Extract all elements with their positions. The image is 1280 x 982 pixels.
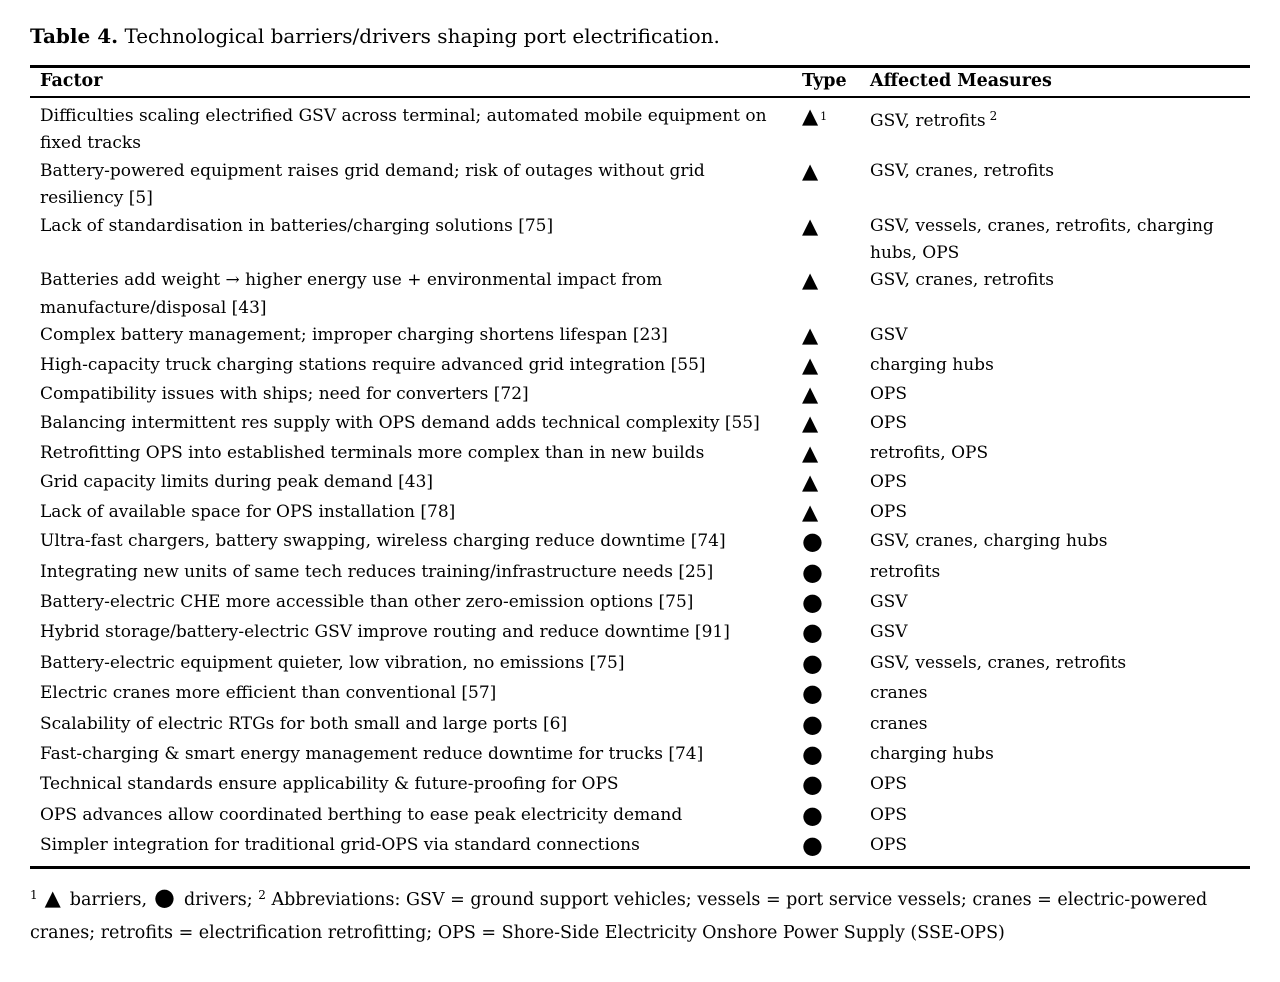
driver-circle-icon: ● [802, 679, 823, 708]
measures-text: GSV, vessels, cranes, retrofits [870, 652, 1127, 673]
measures-text: cranes [870, 683, 928, 704]
type-cell [800, 741, 865, 771]
factor-text: Lack of available space for OPS installation [78] [40, 501, 456, 522]
factor-text: OPS advances allow coordinated berthing to ease peak electricity demand [40, 804, 683, 825]
table-row [30, 440, 1250, 469]
factor-cell [30, 352, 800, 381]
factor-cell [30, 410, 800, 439]
driver-circle-icon: ● [802, 831, 823, 860]
type-cell [800, 832, 865, 867]
measures-text: OPS [870, 472, 908, 493]
factor-cell [30, 213, 800, 268]
factor-cell [30, 589, 800, 619]
factor-text: Battery-powered equipment raises grid demand; risk of outages without grid resiliency [5] [40, 160, 705, 209]
type-footnote-marker: 1 [820, 110, 828, 123]
factor-text: Ultra-fast chargers, battery swapping, wireless charging reduce downtime [74] [40, 531, 726, 552]
factor-text: Battery-electric equipment quieter, low vibration, no emissions [75] [40, 652, 625, 673]
barrier-triangle-icon: ▲ [802, 213, 819, 238]
footnote-drivers-label: drivers; [183, 889, 253, 910]
factor-text: Simpler integration for traditional grid-OPS via standard connections [40, 835, 640, 856]
type-cell [800, 499, 865, 528]
factor-cell [30, 619, 800, 649]
factor-text: High-capacity truck charging stations require advanced grid integration [55] [40, 354, 706, 375]
type-cell [800, 711, 865, 741]
table-row [30, 410, 1250, 439]
measures-text: GSV, cranes, charging hubs [870, 531, 1108, 552]
table-row [30, 322, 1250, 351]
measures-cell [865, 802, 1250, 832]
factor-text: Compatibility issues with ships; need for converters [72] [40, 384, 529, 405]
barrier-triangle-icon: ▲ [802, 411, 819, 436]
factor-cell [30, 469, 800, 498]
factor-cell [30, 771, 800, 801]
measures-cell [865, 469, 1250, 498]
driver-circle-icon: ● [802, 618, 823, 647]
table-row [30, 158, 1250, 213]
measures-cell [865, 559, 1250, 589]
measures-cell [865, 528, 1250, 558]
type-cell [800, 322, 865, 351]
footnote-abbreviations: Abbreviations: GSV = ground support vehicles; vessels = port service vessels; cranes = electric-powered cranes; retrofits = electrification retrofitting; OPS = Shore-Side Electricity Onshore Power Supply (SSE-OPS) [30, 889, 1208, 943]
measures-text: OPS [870, 384, 908, 405]
type-cell [800, 97, 865, 158]
measures-cell [865, 97, 1250, 158]
factor-cell [30, 381, 800, 410]
factor-text: Scalability of electric RTGs for both small and large ports [6] [40, 713, 568, 734]
table-body [30, 97, 1250, 867]
type-cell [800, 559, 865, 589]
table-header-row [30, 67, 1250, 98]
type-cell [800, 619, 865, 649]
barrier-triangle-icon: ▲ [44, 885, 61, 910]
type-cell [800, 650, 865, 680]
column-header-type: Type [800, 67, 865, 98]
barrier-triangle-icon: ▲ [802, 323, 819, 348]
table-row [30, 528, 1250, 558]
measures-cell [865, 832, 1250, 867]
factor-cell [30, 559, 800, 589]
measures-cell [865, 619, 1250, 649]
driver-circle-icon: ● [802, 800, 823, 829]
footnote-marker-2: 2 [258, 887, 266, 902]
barrier-triangle-icon: ▲ [802, 268, 819, 293]
measures-text: OPS [870, 835, 908, 856]
factor-text: Fast-charging & smart energy management reduce downtime for trucks [74] [40, 743, 704, 764]
measures-cell [865, 680, 1250, 710]
table-footnote [30, 879, 1250, 950]
factor-text: Hybrid storage/battery-electric GSV improve routing and reduce downtime [91] [40, 622, 730, 643]
factor-cell [30, 528, 800, 558]
barriers-drivers-table [30, 65, 1250, 869]
factor-text: Batteries add weight → higher energy use + environmental impact from manufacture/disposal [43] [40, 270, 663, 318]
column-header-measures: Affected Measures [865, 67, 1250, 98]
factor-text: Integrating new units of same tech reduces training/infrastructure needs [25] [40, 561, 714, 582]
factor-cell [30, 499, 800, 528]
factor-cell [30, 741, 800, 771]
table-row [30, 650, 1250, 680]
factor-text: Technical standards ensure applicability & future-proofing for OPS [40, 774, 619, 795]
table-row [30, 381, 1250, 410]
factor-cell [30, 832, 800, 867]
measures-cell [865, 381, 1250, 410]
table-row [30, 213, 1250, 268]
type-cell [800, 528, 865, 558]
measures-cell [865, 267, 1250, 322]
measures-cell [865, 352, 1250, 381]
table-row [30, 741, 1250, 771]
driver-circle-icon: ● [802, 587, 823, 616]
measures-text: OPS [870, 501, 908, 522]
driver-circle-icon: ● [802, 739, 823, 768]
measures-cell [865, 158, 1250, 213]
type-cell [800, 352, 865, 381]
factor-cell [30, 97, 800, 158]
barrier-triangle-icon: ▲ [802, 104, 819, 128]
measures-text: GSV [870, 591, 908, 612]
measures-cell [865, 322, 1250, 351]
measures-cell [865, 499, 1250, 528]
measures-text: OPS [870, 774, 908, 795]
measures-cell [865, 440, 1250, 469]
measures-text: OPS [870, 804, 908, 825]
driver-circle-icon: ● [802, 770, 823, 799]
measures-cell [865, 650, 1250, 680]
barrier-triangle-icon: ▲ [802, 470, 819, 495]
table-caption [30, 22, 1250, 50]
barrier-triangle-icon: ▲ [802, 440, 819, 465]
measures-cell [865, 410, 1250, 439]
table-row [30, 680, 1250, 710]
table-row [30, 469, 1250, 498]
type-cell [800, 213, 865, 268]
table-row [30, 832, 1250, 867]
measures-text: charging hubs [870, 354, 994, 375]
factor-text: Battery-electric CHE more accessible than other zero-emission options [75] [40, 591, 694, 612]
measures-cell [865, 771, 1250, 801]
measures-cell [865, 711, 1250, 741]
measures-text: GSV, cranes, retrofits [870, 160, 1054, 181]
measures-text: OPS [870, 413, 908, 434]
measures-text: GSV [870, 622, 908, 643]
type-cell [800, 802, 865, 832]
barrier-triangle-icon: ▲ [802, 158, 819, 183]
barrier-triangle-icon: ▲ [802, 352, 819, 377]
table-row [30, 559, 1250, 589]
type-cell [800, 469, 865, 498]
measures-text: GSV, vessels, cranes, retrofits, charging hubs, OPS [870, 215, 1214, 264]
factor-text: Complex battery management; improper charging shortens lifespan [23] [40, 325, 668, 346]
type-cell [800, 440, 865, 469]
driver-circle-icon: ● [802, 648, 823, 677]
factor-cell [30, 802, 800, 832]
measures-text: GSV, retrofits [870, 111, 986, 131]
table-row [30, 97, 1250, 158]
factor-cell [30, 711, 800, 741]
footnote-marker-1: 1 [30, 887, 38, 902]
table-number-label: Table 4. [30, 24, 119, 48]
measures-cell [865, 213, 1250, 268]
factor-text: Lack of standardisation in batteries/charging solutions [75] [40, 215, 554, 236]
type-cell [800, 680, 865, 710]
table-row [30, 267, 1250, 322]
measures-text: charging hubs [870, 743, 994, 764]
table-row [30, 619, 1250, 649]
measures-cell [865, 589, 1250, 619]
factor-cell [30, 680, 800, 710]
table-row [30, 499, 1250, 528]
barrier-triangle-icon: ▲ [802, 382, 819, 407]
type-cell [800, 267, 865, 322]
factor-cell [30, 158, 800, 213]
table-row [30, 771, 1250, 801]
factor-text: Retrofitting OPS into established terminals more complex than in new builds [40, 442, 705, 463]
measures-text: cranes [870, 713, 928, 734]
column-header-factor: Factor [30, 67, 800, 98]
barrier-triangle-icon: ▲ [802, 499, 819, 524]
footnote-barriers-label: barriers, [69, 889, 148, 910]
table-row [30, 711, 1250, 741]
type-cell [800, 589, 865, 619]
factor-cell [30, 650, 800, 680]
driver-circle-icon: ● [802, 527, 823, 556]
driver-circle-icon: ● [154, 882, 175, 911]
factor-text: Electric cranes more efficient than conventional [57] [40, 683, 497, 704]
factor-text: Balancing intermittent res supply with OPS demand adds technical complexity [55] [40, 413, 760, 434]
type-cell [800, 381, 865, 410]
measures-text: retrofits [870, 561, 941, 582]
driver-circle-icon: ● [802, 709, 823, 738]
table-row [30, 589, 1250, 619]
measures-text: retrofits, OPS [870, 442, 989, 463]
type-cell [800, 410, 865, 439]
type-cell [800, 771, 865, 801]
measures-cell [865, 741, 1250, 771]
measures-text: GSV, cranes, retrofits [870, 270, 1054, 291]
table-caption-text: Technological barriers/drivers shaping port electrification. [124, 24, 720, 48]
factor-cell [30, 440, 800, 469]
measures-footnote-marker: 2 [989, 109, 998, 123]
table-row [30, 802, 1250, 832]
driver-circle-icon: ● [802, 557, 823, 586]
factor-text: Difficulties scaling electrified GSV across terminal; automated mobile equipment on fixed tracks [40, 106, 767, 154]
table-row [30, 352, 1250, 381]
factor-text: Grid capacity limits during peak demand [43] [40, 472, 434, 493]
factor-cell [30, 322, 800, 351]
factor-cell [30, 267, 800, 322]
type-cell [800, 158, 865, 213]
measures-text: GSV [870, 325, 908, 346]
